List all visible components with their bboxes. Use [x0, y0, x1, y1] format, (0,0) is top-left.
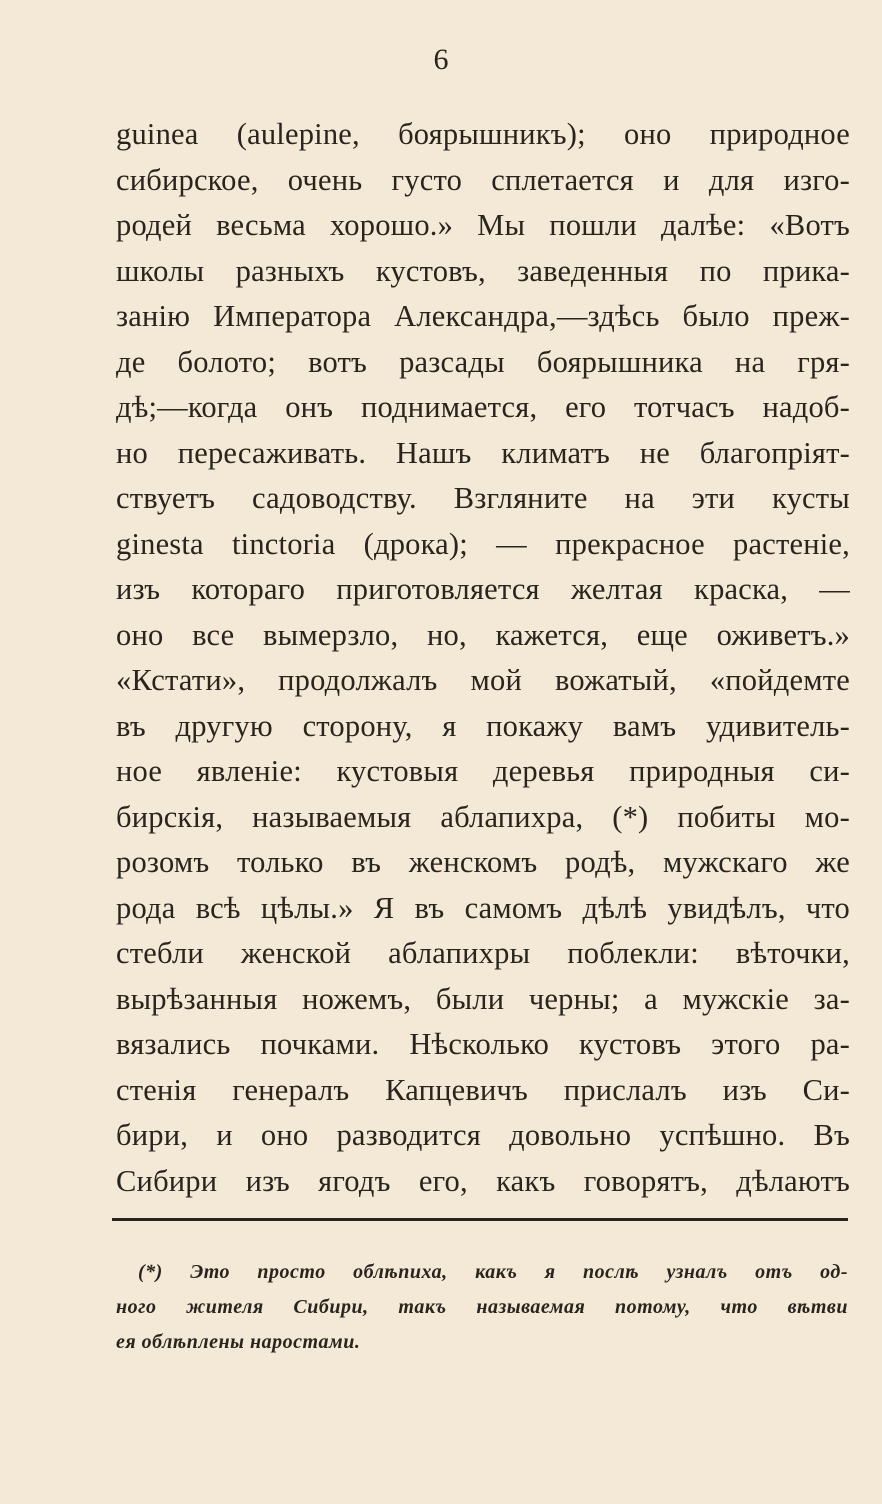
text-line: вязались почками. Нѣсколько кустовъ этого ра- — [116, 1027, 850, 1061]
text-line: Сибири изъ ягодъ его, какъ говорятъ, дѣлаютъ — [116, 1163, 850, 1198]
text-line: guinea (aulepine, боярышникъ); оно природное — [116, 117, 850, 151]
text-line: сибирское, очень густо сплетается и для изго- — [116, 162, 850, 197]
text-line: стебли женской аблапихры поблекли: вѣточки, — [116, 936, 850, 970]
text-line: розомъ только въ женскомъ родѣ, мужскаго же — [116, 845, 850, 879]
footnote — [116, 1255, 848, 1360]
text-line: вырѣзанныя ножемъ, были черны; а мужскіе за- — [116, 981, 850, 1016]
text-line: въ другую сторону, я покажу вамъ удивитель- — [116, 708, 850, 743]
footnote-line: (*) Это просто облѣпиха, какъ я послѣ узналъ отъ од- — [138, 1261, 848, 1283]
text-line: бири, и оно разводится довольно успѣшно. Въ — [116, 1118, 850, 1152]
page-number: 6 — [433, 43, 449, 76]
text-line: бирскія, называемыя аблапихра, (*) побиты мо- — [116, 799, 850, 834]
footnote-line: ного жителя Сибири, такъ называемая потому, что вѣтви — [116, 1296, 848, 1318]
text-line: ствуетъ садоводству. Взгляните на эти кусты — [116, 481, 850, 515]
text-line: ginesta tinctoria (дрока); — прекрасное растеніе, — [116, 526, 850, 561]
text-line: рода всѣ цѣлы.» Я въ самомъ дѣлѣ увидѣлъ, что — [116, 890, 850, 925]
footnote-line: ея облѣплены наростами. — [116, 1331, 361, 1353]
text-line: изъ котораго приготовляется желтая краска, — — [116, 572, 850, 606]
text-line: школы разныхъ кустовъ, заведенныя по прика- — [116, 253, 850, 288]
body-text — [116, 112, 850, 1204]
text-line: занію Императора Александра,—здѣсь было преж- — [116, 299, 850, 333]
text-line: но пересаживать. Нашъ климатъ не благопріят- — [116, 435, 850, 470]
text-line: родей весьма хорошо.» Мы пошли далѣе: «Вотъ — [116, 208, 850, 242]
text-line: де болото; вотъ разсады боярышника на гря- — [116, 344, 850, 379]
footnote-divider — [112, 1218, 848, 1221]
text-line: дѣ;—когда онъ поднимается, его тотчасъ надоб- — [116, 390, 850, 424]
text-line: оно все вымерзло, но, кажется, еще оживетъ.» — [116, 617, 850, 652]
text-line: стенія генералъ Капцевичъ прислалъ изъ Си- — [116, 1072, 850, 1107]
text-line: ное явленіе: кустовыя деревья природныя си- — [116, 754, 850, 788]
text-line: «Кстати», продолжалъ мой вожатый, «пойдемте — [116, 663, 850, 697]
